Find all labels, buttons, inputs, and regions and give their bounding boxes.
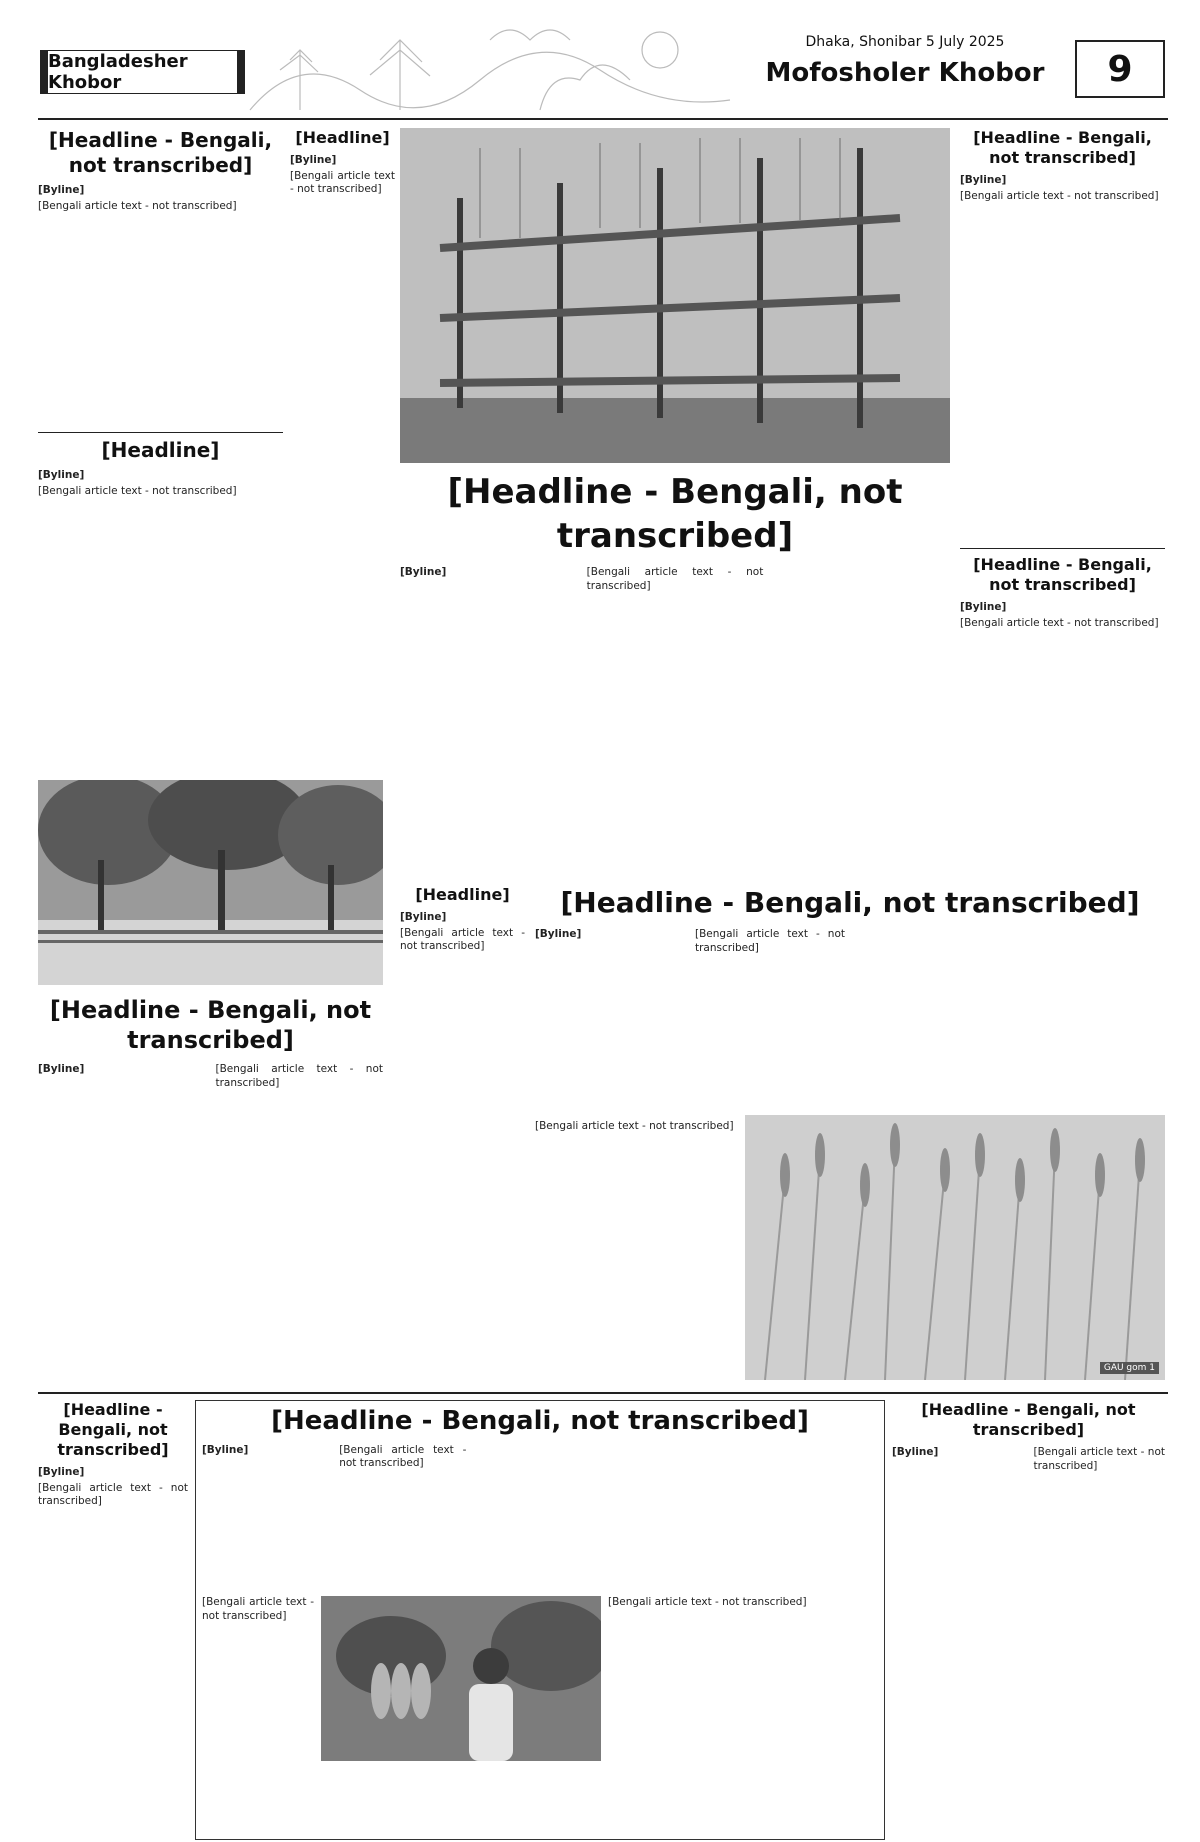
article-a5 xyxy=(400,470,950,880)
article-a4 xyxy=(38,995,383,1390)
article-a8 xyxy=(960,128,1165,548)
article-body: [Bengali article text - not transcribed] xyxy=(695,928,845,954)
byline: [Byline] xyxy=(892,1446,939,1458)
headline: [Headline - Bengali, not transcribed] xyxy=(921,1400,1136,1439)
article-body: [Bengali article text - not transcribed] xyxy=(960,616,1159,629)
article-body: [Bengali article text - not transcribed] xyxy=(290,169,395,195)
headline: [Headline - Bengali, not transcribed] xyxy=(271,1406,809,1436)
building-photo xyxy=(400,128,950,463)
article-body: [Bengali article text - not transcribed] xyxy=(38,199,237,212)
article-a2 xyxy=(290,128,395,858)
headline: [Headline - Bengali, not transcribed] xyxy=(973,555,1152,594)
article-a10 xyxy=(38,1400,188,1840)
headline: [Headline] xyxy=(415,885,510,904)
article-body: [Bengali article text - not transcribed] xyxy=(215,1063,383,1089)
headline: [Headline - Bengali, not transcribed] xyxy=(48,128,273,177)
byline: [Byline] xyxy=(38,184,85,196)
article-a9 xyxy=(960,555,1165,880)
byline: [Byline] xyxy=(960,601,1007,613)
article-a12 xyxy=(892,1400,1165,1840)
article-body: [Bengali article text - not transcribed] xyxy=(38,484,237,497)
byline: [Byline] xyxy=(38,1063,85,1075)
masthead-illustration xyxy=(240,10,740,120)
byline: [Byline] xyxy=(535,928,582,940)
headline: [Headline - Bengali, not transcribed] xyxy=(49,996,372,1054)
masthead xyxy=(0,0,1200,125)
article-body: [Bengali article text - not transcribed] xyxy=(339,1443,467,1469)
byline: [Byline] xyxy=(202,1443,249,1456)
article-a1 xyxy=(38,128,283,428)
article-body: [Bengali article text - not transcribed] xyxy=(960,189,1159,202)
article-body: [Bengali article text - not transcribed] xyxy=(608,1596,807,1608)
page-number: 9 xyxy=(1075,40,1165,98)
byline: [Byline] xyxy=(290,154,337,166)
byline: [Byline] xyxy=(38,469,85,481)
headline: [Headline] xyxy=(295,128,390,147)
banana-farmer-photo xyxy=(321,1596,601,1761)
headline: [Headline - Bengali, not transcribed] xyxy=(447,472,903,557)
article-body: [Bengali article text - not transcribed] xyxy=(535,1120,734,1132)
headline: [Headline - Bengali, not transcribed] xyxy=(560,886,1140,919)
headline: [Headline] xyxy=(101,438,220,462)
byline: [Byline] xyxy=(38,1466,85,1478)
byline: [Byline] xyxy=(960,174,1007,186)
wheat-photo xyxy=(745,1115,1165,1380)
headline: [Headline - Bengali, not transcribed] xyxy=(57,1400,169,1459)
photo-tag: GAU gom 1 xyxy=(1100,1362,1159,1374)
trees-photo xyxy=(38,780,383,985)
article-body: [Bengali article text - not transcribed] xyxy=(586,566,764,592)
section-title: Mofosholer Khobor xyxy=(765,58,1045,88)
article-a3 xyxy=(38,438,283,778)
article-body: [Bengali article text - not transcribed] xyxy=(38,1481,188,1507)
article-body: [Bengali article text - not transcribed] xyxy=(1033,1446,1165,1472)
byline: [Byline] xyxy=(400,911,447,923)
byline: [Byline] xyxy=(400,566,447,579)
headline: [Headline - Bengali, not transcribed] xyxy=(973,128,1152,167)
article-body: [Bengali article text - not transcribed] xyxy=(202,1596,314,1622)
article-a6 xyxy=(400,885,525,1385)
article-a11 xyxy=(195,1400,885,1840)
section-left-text: Bangladesher Khobor xyxy=(48,51,188,93)
dateline: Dhaka, Shonibar 5 July 2025 xyxy=(805,34,1005,50)
section-left-label xyxy=(40,50,245,94)
article-body: [Bengali article text - not transcribed] xyxy=(400,926,525,952)
